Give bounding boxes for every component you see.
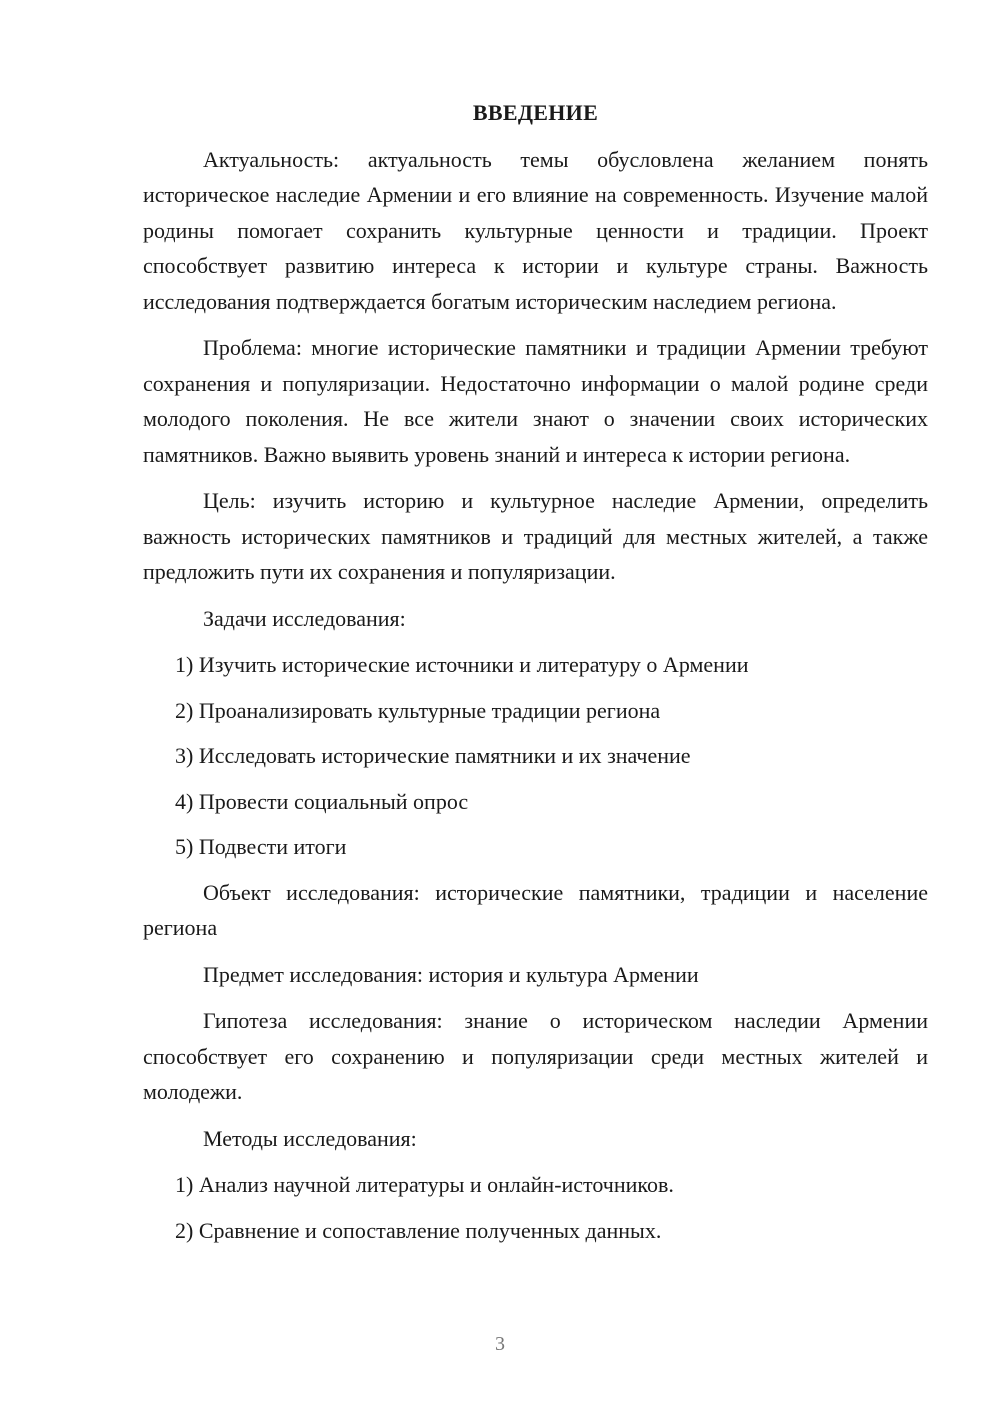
page-number: 3 [495,1333,505,1355]
object-paragraph: Объект исследования: исторические памятники, традиции и население региона [143,879,928,940]
task-item: 3) Исследовать исторические памятники и их значение [175,743,691,768]
subject-paragraph: Предмет исследования: история и культура Армении [203,961,699,987]
relevance-paragraph: Актуальность: актуальность темы обусловлена желанием понять историческое наследие Армении и его влияние на современность. Изучение малой родины помогает сохранить культурные ценности и традиции. Проект способствует развитию интереса к истории и культуре страны. Важность исследования подтверждается богатым историческим наследием региона. [143,146,928,314]
problem-paragraph: Проблема: многие исторические памятники и традиции Армении требуют сохранения и популяризации. Недостаточно информации о малой родине среди молодого поколения. Не все жители знают о значении своих исторических памятников. Важно выявить уровень знаний и интереса к истории региона. [143,335,928,467]
task-item: 5) Подвести итоги [175,834,347,859]
goal-paragraph: Цель: изучить историю и культурное наследие Армении, определить важность исторических памятников и традиций для местных жителей, а также предложить пути их сохранения и популяризации. [143,488,928,584]
task-item: 2) Проанализировать культурные традиции региона [175,697,661,723]
task-item: 1) Изучить исторические источники и литературу о Армении [175,652,749,677]
tasks-heading: Задачи исследования: [203,605,406,631]
page-title: ВВЕДЕНИЕ [472,100,599,125]
methods-list [143,1167,928,1248]
task-item: 4) Провести социальный опрос [175,788,469,814]
hypothesis-paragraph: Гипотеза исследования: знание о историческом наследии Армении способствует его сохранению и популяризации среди местных жителей и молодежи. [143,1008,928,1104]
document-page [143,95,928,1248]
method-item: 2) Сравнение и сопоставление полученных данных. [175,1217,662,1243]
tasks-list [143,647,928,865]
method-item: 1) Анализ научной литературы и онлайн-источников. [175,1172,674,1197]
methods-heading: Методы исследования: [203,1125,417,1151]
